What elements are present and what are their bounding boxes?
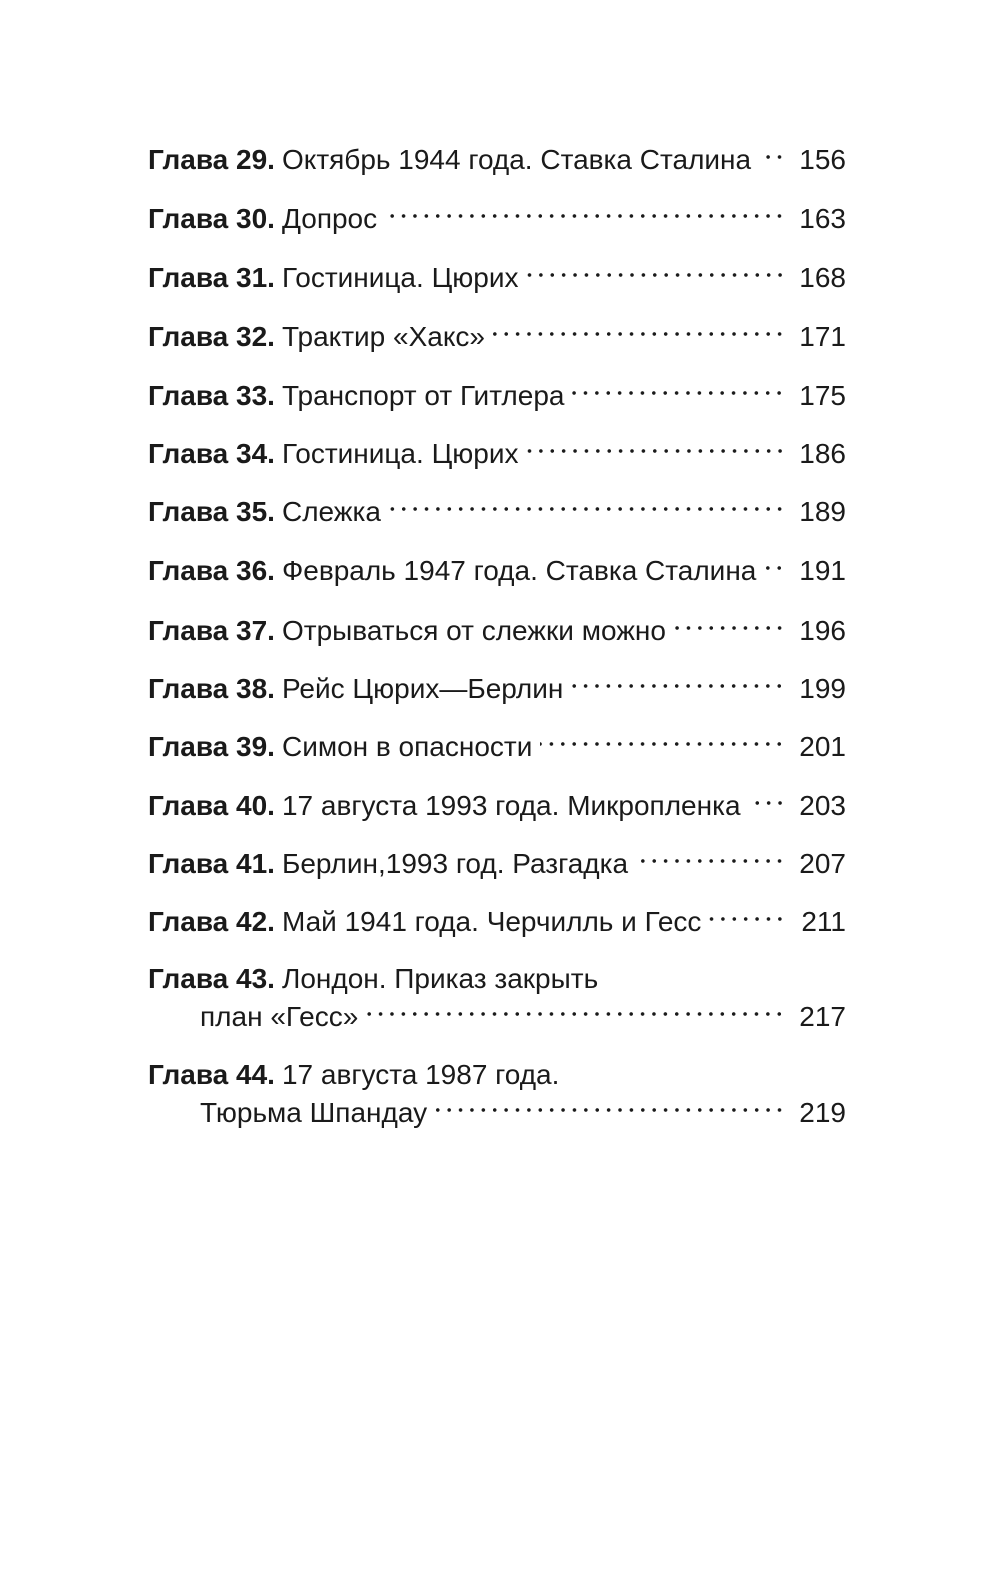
chapter-title: Допрос [281, 203, 378, 234]
chapter-title: Лондон. Приказ закрыть [281, 963, 599, 994]
chapter-title: Гостиница. Цюрих [281, 438, 519, 469]
chapter-title: Февраль 1947 года. Ставка Сталина [281, 555, 757, 586]
dot-leader [429, 1104, 785, 1116]
toc-entry-41 [148, 842, 846, 886]
chapter-label: Глава 33. [148, 380, 275, 411]
dot-leader [572, 387, 785, 399]
toc-entry-31 [148, 256, 846, 300]
dot-leader [759, 151, 785, 163]
chapter-title-continued: Тюрьма Шпандау [200, 1097, 428, 1128]
chapter-label: Глава 31. [148, 262, 275, 293]
dot-leader [540, 738, 785, 750]
toc-entry-36 [148, 549, 846, 593]
dot-leader [636, 855, 785, 867]
page-number: 171 [799, 321, 846, 352]
chapter-title: Транспорт от Гитлера [281, 380, 565, 411]
dot-leader [389, 503, 785, 515]
toc-entry-39 [148, 725, 846, 769]
chapter-title: Рейс Цюрих—Берлин [281, 673, 564, 704]
dot-leader [674, 622, 785, 634]
page-number: 196 [799, 615, 846, 646]
toc-entry-43 [148, 961, 846, 1037]
dot-leader [764, 562, 785, 574]
page-number: 191 [799, 555, 846, 586]
toc-entry-32 [148, 315, 846, 359]
page-number: 219 [799, 1097, 846, 1128]
page-number: 211 [801, 906, 846, 937]
toc-entry-29 [148, 138, 846, 182]
chapter-label: Глава 42. [148, 906, 275, 937]
toc-entry-33 [148, 374, 846, 418]
dot-leader [385, 210, 785, 222]
page-number: 186 [799, 438, 846, 469]
chapter-label: Глава 44. [148, 1059, 275, 1090]
chapter-title: Слежка [281, 496, 381, 527]
page-number: 163 [799, 203, 846, 234]
chapter-title: Октябрь 1944 года. Ставка Сталина [281, 144, 752, 175]
chapter-label: Глава 35. [148, 496, 275, 527]
page-number: 189 [799, 496, 846, 527]
chapter-title: Симон в опасности [281, 731, 533, 762]
chapter-label: Глава 32. [148, 321, 275, 352]
chapter-label: Глава 41. [148, 848, 275, 879]
page-number: 199 [799, 673, 846, 704]
toc-entry-38 [148, 667, 846, 711]
toc-entry-44 [148, 1057, 846, 1133]
page-number: 203 [799, 790, 846, 821]
toc-entry-40 [148, 784, 846, 828]
chapter-label: Глава 37. [148, 615, 275, 646]
dot-leader [749, 797, 786, 809]
chapter-title: 17 августа 1987 года. [281, 1059, 560, 1090]
dot-leader [571, 680, 785, 692]
toc-entry-35 [148, 490, 846, 534]
chapter-label: Глава 43. [148, 963, 275, 994]
toc-entry-34 [148, 432, 846, 476]
chapter-label: Глава 38. [148, 673, 275, 704]
toc-entry-42 [148, 900, 846, 944]
page-number: 168 [799, 262, 846, 293]
dot-leader [709, 913, 786, 925]
page-number: 156 [799, 144, 846, 175]
dot-leader [493, 328, 785, 340]
chapter-title: Берлин,1993 год. Разгадка [281, 848, 629, 879]
chapter-label: Глава 29. [148, 144, 275, 175]
page-number: 217 [799, 1001, 846, 1032]
chapter-title: Гостиница. Цюрих [281, 262, 519, 293]
chapter-title-continued: план «Гесс» [200, 1001, 359, 1032]
chapter-title: Отрываться от слежки можно [281, 615, 666, 646]
page-number: 207 [799, 848, 846, 879]
page-number: 175 [799, 380, 846, 411]
chapter-label: Глава 36. [148, 555, 275, 586]
chapter-label: Глава 30. [148, 203, 275, 234]
chapter-label: Глава 40. [148, 790, 275, 821]
chapter-title: Май 1941 года. Черчилль и Гесс [281, 906, 702, 937]
toc-entry-30 [148, 197, 846, 241]
chapter-title: 17 августа 1993 года. Микропленка [281, 790, 741, 821]
dot-leader [527, 269, 786, 281]
chapter-title: Трактир «Хакс» [281, 321, 485, 352]
toc-entry-37 [148, 609, 846, 653]
chapter-label: Глава 39. [148, 731, 275, 762]
dot-leader [527, 445, 786, 457]
chapter-label: Глава 34. [148, 438, 275, 469]
dot-leader [366, 1008, 785, 1020]
page-number: 201 [799, 731, 846, 762]
